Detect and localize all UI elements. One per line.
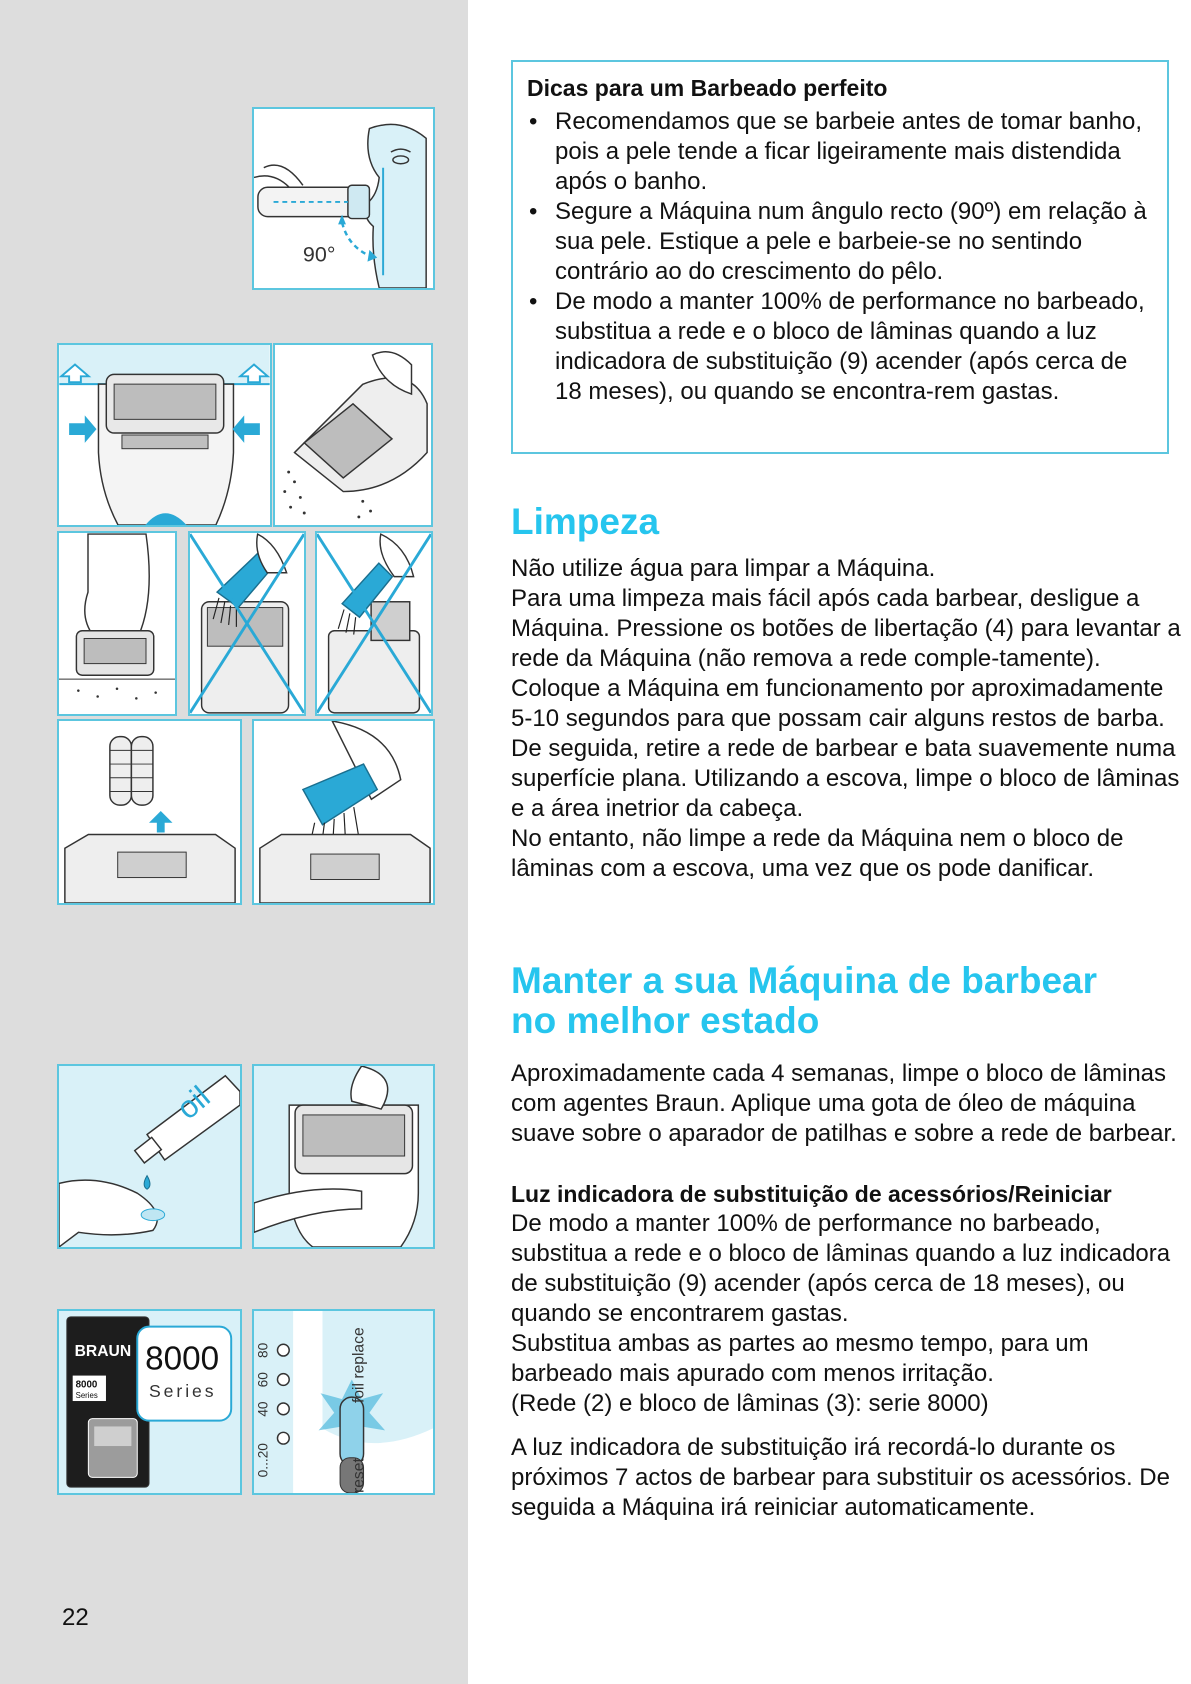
cleaning-paragraph: No entanto, não limpe a rede da Máquina nem o bloco de lâminas com a escova, uma vez que os pode danificar. <box>511 825 1124 882</box>
maintain-heading-line1: Manter a sua Máquina de barbear <box>511 960 1098 1001</box>
cutter-block-illustration <box>59 721 240 903</box>
figure-cutter-block <box>57 719 242 905</box>
tips-title: Dicas para um Barbeado perfeito <box>527 75 888 101</box>
figure-no-brush-cutter <box>315 531 433 716</box>
no-brush-cutter-illustration <box>317 533 431 714</box>
figure-tap-foil <box>273 343 433 527</box>
cleaning-paragraph: Não utilize água para limpar a Máquina. <box>511 555 936 582</box>
foil-replace-label: foil replace <box>350 1327 368 1403</box>
remove-foil-illustration <box>59 533 175 714</box>
replace-indicator-subheading: Luz indicadora de substituição de acessórios/Reiniciar <box>511 1181 1112 1207</box>
figure-replace-indicator <box>252 1309 435 1495</box>
pack-number: 8000 <box>145 1340 220 1378</box>
figure-brush-head <box>252 719 435 905</box>
oil-label: oil <box>170 1079 217 1127</box>
angle-label: 90° <box>302 242 336 267</box>
no-brush-foil-illustration <box>190 533 304 714</box>
replace-indicator-text: Substitua ambas as partes ao mesmo tempo, para um barbeado mais apurado com menos irritação. <box>511 1330 1089 1387</box>
tip-item: • Recomendamos que se barbeie antes de tomar banho, pois a pele tende a ficar ligeiramente mais distendida após o banho. <box>527 107 1153 197</box>
tip-item: • De modo a manter 100% de performance no barbeado, substitua a rede e o bloco de lâminas quando a luz indicadora de substituição (9) acender (após cerca de 18 meses), ou quando se encontra-rem gastas. <box>527 287 1153 407</box>
cleaning-heading: Limpeza <box>511 501 660 542</box>
figure-replacement-pack <box>57 1309 242 1495</box>
tip-item: • Segure a Máquina num ângulo recto (90º) em relação à sua pele. Estique a pele e barbeie-se no sentindo contrário ao do crescimento do pêlo. <box>527 197 1153 287</box>
maintain-heading-line2: no melhor estado <box>511 1000 820 1041</box>
pack-series: Series <box>149 1381 217 1402</box>
maintain-paragraph: Aproximadamente cada 4 semanas, limpe o bloco de lâminas com agentes Braun. Aplique uma gota de óleo de máquina suave sobre o aparador de patilhas e sobre a rede de barbear. <box>511 1060 1177 1147</box>
tips-list <box>527 107 1153 407</box>
figure-release-buttons <box>57 343 272 527</box>
reset-label: reset <box>350 1458 368 1493</box>
figure-shaving-angle <box>252 107 435 290</box>
scale-label-60: 60 <box>255 1372 271 1388</box>
tap-foil-illustration <box>275 345 431 525</box>
oil-foil-illustration <box>254 1066 433 1247</box>
replacement-pack-illustration <box>59 1311 240 1493</box>
replace-indicator-text: De modo a manter 100% de performance no barbeado, substitua a rede e o bloco de lâminas quando a luz indicadora de substituição (9) acender (após cerca de 18 meses), ou quando se encontrarem gastas. <box>511 1210 1171 1327</box>
shaving-angle-illustration <box>254 109 433 288</box>
scale-label-80: 80 <box>255 1342 271 1358</box>
figure-oil <box>57 1064 242 1249</box>
brush-head-illustration <box>254 721 433 903</box>
oil-illustration <box>59 1066 240 1247</box>
figure-no-brush-foil <box>188 531 306 716</box>
cleaning-section <box>511 502 1181 884</box>
pack-small-series: Series <box>75 1391 98 1401</box>
cleaning-paragraph: Para uma limpeza mais fácil após cada barbear, desligue a Máquina. Pressione os botões de libertação (4) para levantar a rede da Máquina (não remova a rede comple-tamente). Coloque a Máquina em funcionamento por aproximadamente 5-10 segundos para que possam cair alguns restos de barba. <box>511 585 1181 732</box>
figure-remove-foil <box>57 531 177 716</box>
cleaning-paragraph: De seguida, retire a rede de barbear e bata suavemente numa superfície plana. Utilizando a escova, limpe o bloco de lâminas e a área inetrior da cabeça. <box>511 735 1180 822</box>
release-buttons-illustration <box>59 345 270 525</box>
pack-small-number: 8000 <box>75 1379 98 1391</box>
tips-box <box>511 60 1169 454</box>
replace-indicator-illustration <box>254 1311 433 1493</box>
maintain-heading <box>511 961 1181 1041</box>
maintain-section <box>511 961 1181 1523</box>
page-number: 22 <box>62 1604 89 1631</box>
scale-label-0-20: 0...20 <box>255 1443 271 1478</box>
figure-oil-foil <box>252 1064 435 1249</box>
scale-label-40: 40 <box>255 1401 271 1417</box>
pack-brand: BRAUN <box>74 1343 132 1361</box>
replace-indicator-text: (Rede (2) e bloco de lâminas (3): serie 8000) <box>511 1390 989 1417</box>
reset-paragraph: A luz indicadora de substituição irá recordá-lo durante os próximos 7 actos de barbear para substituir os acessórios. De seguida a Máquina irá reiniciar automaticamente. <box>511 1434 1170 1521</box>
